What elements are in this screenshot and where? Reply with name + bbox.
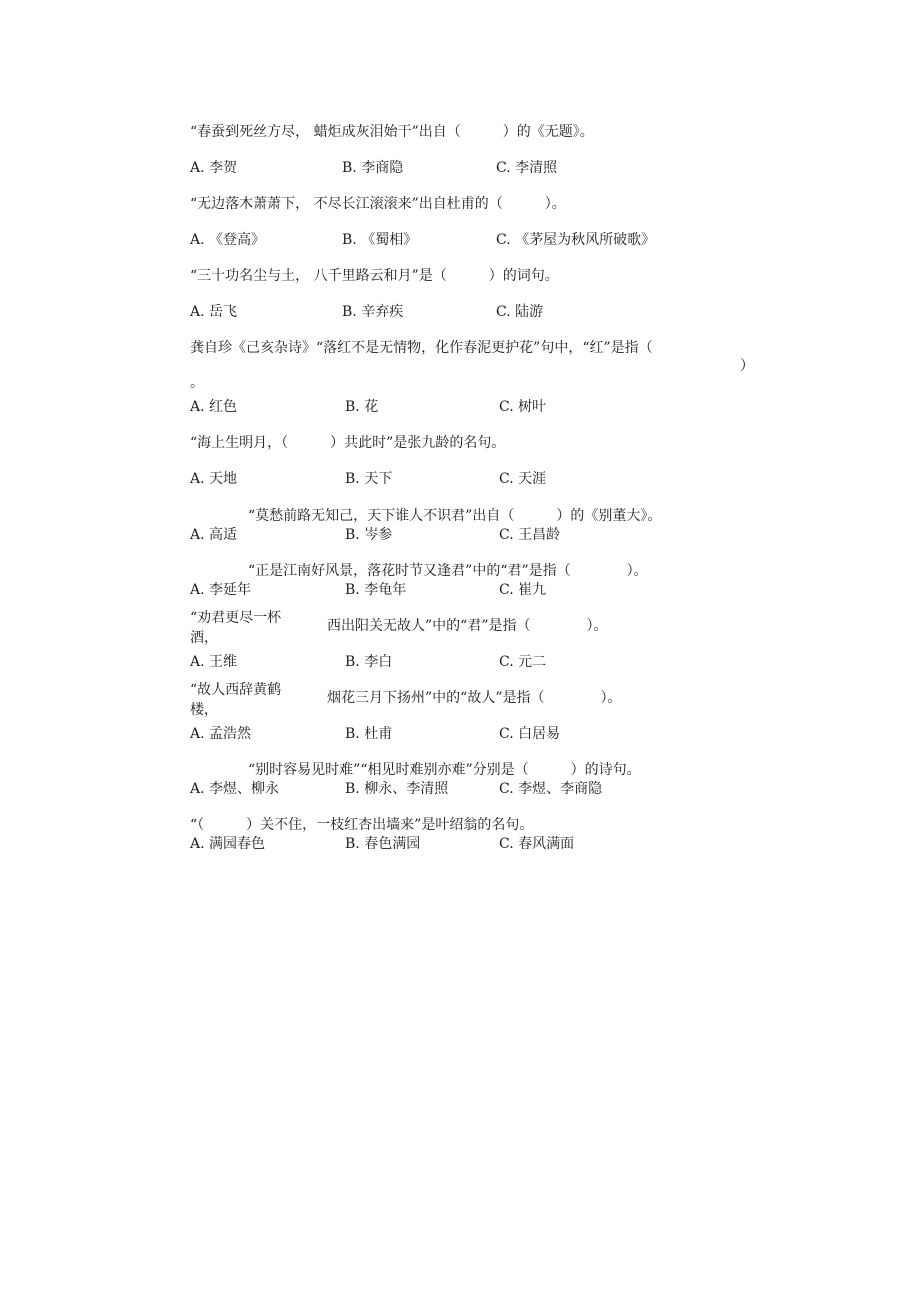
question-4-option-a[interactable]: A. 红色: [190, 399, 238, 415]
question-9-option-b[interactable]: B. 杜甫: [345, 726, 393, 742]
question-10-stem: “别时容易见时难”“相见时难别亦难”分别是（ ）的诗句。: [248, 762, 641, 778]
question-2-option-a[interactable]: A. 《登高》: [190, 232, 266, 248]
question-3-option-a[interactable]: A. 岳飞: [190, 304, 238, 320]
question-1-stem: “春蚕到死丝方尽， 蜡炬成灰泪始干”出自（ ）的《无题》。: [190, 124, 594, 140]
question-4-stem-close: ）: [740, 358, 754, 374]
question-11-option-a[interactable]: A. 满园春色: [190, 836, 266, 852]
question-8-option-a[interactable]: A. 王维: [190, 654, 238, 670]
question-5-option-c[interactable]: C. 天涯: [499, 471, 547, 487]
question-8-stem-line2: 酒，: [190, 630, 218, 646]
question-8-stem-rest: 西出阳关无故人”中的“君”是指（ ）。: [327, 618, 608, 634]
question-8-option-b[interactable]: B. 李白: [345, 654, 393, 670]
question-9-option-c[interactable]: C. 白居易: [499, 726, 561, 742]
question-5-option-b[interactable]: B. 天下: [345, 471, 393, 487]
question-4-option-c[interactable]: C. 树叶: [499, 399, 547, 415]
question-9-stem-rest: 烟花三月下扬州”中的“故人”是指（ ）。: [327, 690, 622, 706]
question-10-option-a[interactable]: A. 李煜、柳永: [190, 781, 280, 797]
question-4-stem: 龚自珍《己亥杂诗》“落红不是无情物，化作春泥更护花”句中，“红”是指（: [190, 340, 653, 356]
question-7-option-b[interactable]: B. 李龟年: [345, 582, 407, 598]
question-11-stem: “（ ）关不住，一枝红杏出墙来”是叶绍翁的名句。: [190, 817, 534, 833]
question-1-option-a[interactable]: A. 李贺: [190, 160, 238, 176]
question-6-stem: “莫愁前路无知己，天下谁人不识君”出自（ ）的《别董大》。: [248, 508, 662, 524]
question-10-option-b[interactable]: B. 柳永、李清照: [345, 781, 449, 797]
question-9-stem-line1: “故人西辞黄鹤: [190, 682, 282, 698]
question-3-stem: “三十功名尘与土， 八千里路云和月”是（ ）的词句。: [190, 268, 559, 284]
question-11-option-b[interactable]: B. 春色满园: [345, 836, 421, 852]
question-7-stem: “正是江南好风景，落花时节又逢君”中的“君”是指（ ）。: [248, 563, 648, 579]
question-6-option-b[interactable]: B. 岑参: [345, 527, 393, 543]
question-9-option-a[interactable]: A. 孟浩然: [190, 726, 252, 742]
question-9-stem-line2: 楼，: [190, 702, 218, 718]
question-1-option-b[interactable]: B. 李商隐: [342, 160, 404, 176]
question-3-option-c[interactable]: C. 陆游: [496, 304, 544, 320]
question-8-option-c[interactable]: C. 元二: [499, 654, 547, 670]
question-11-option-c[interactable]: C. 春风满面: [499, 836, 575, 852]
question-5-option-a[interactable]: A. 天地: [190, 471, 238, 487]
question-2-option-c[interactable]: C. 《茅屋为秋风所破歌》: [496, 232, 656, 248]
question-6-option-a[interactable]: A. 高适: [190, 527, 238, 543]
question-2-stem: “无边落木萧萧下， 不尽长江滚滚来”出自杜甫的（ ）。: [190, 196, 566, 212]
question-1-option-c[interactable]: C. 李清照: [496, 160, 558, 176]
question-6-option-c[interactable]: C. 王昌龄: [499, 527, 561, 543]
question-10-option-c[interactable]: C. 李煜、李商隐: [499, 781, 603, 797]
question-4-stem-end: 。: [190, 375, 204, 391]
question-5-stem: “海上生明月，（ ）共此时”是张九龄的名句。: [190, 435, 506, 451]
question-4-option-b[interactable]: B. 花: [345, 399, 379, 415]
question-2-option-b[interactable]: B. 《蜀相》: [342, 232, 418, 248]
question-7-option-c[interactable]: C. 崔九: [499, 582, 547, 598]
question-3-option-b[interactable]: B. 辛弃疾: [342, 304, 404, 320]
question-8-stem-line1: “劝君更尽一杯: [190, 610, 282, 626]
question-7-option-a[interactable]: A. 李延年: [190, 582, 252, 598]
